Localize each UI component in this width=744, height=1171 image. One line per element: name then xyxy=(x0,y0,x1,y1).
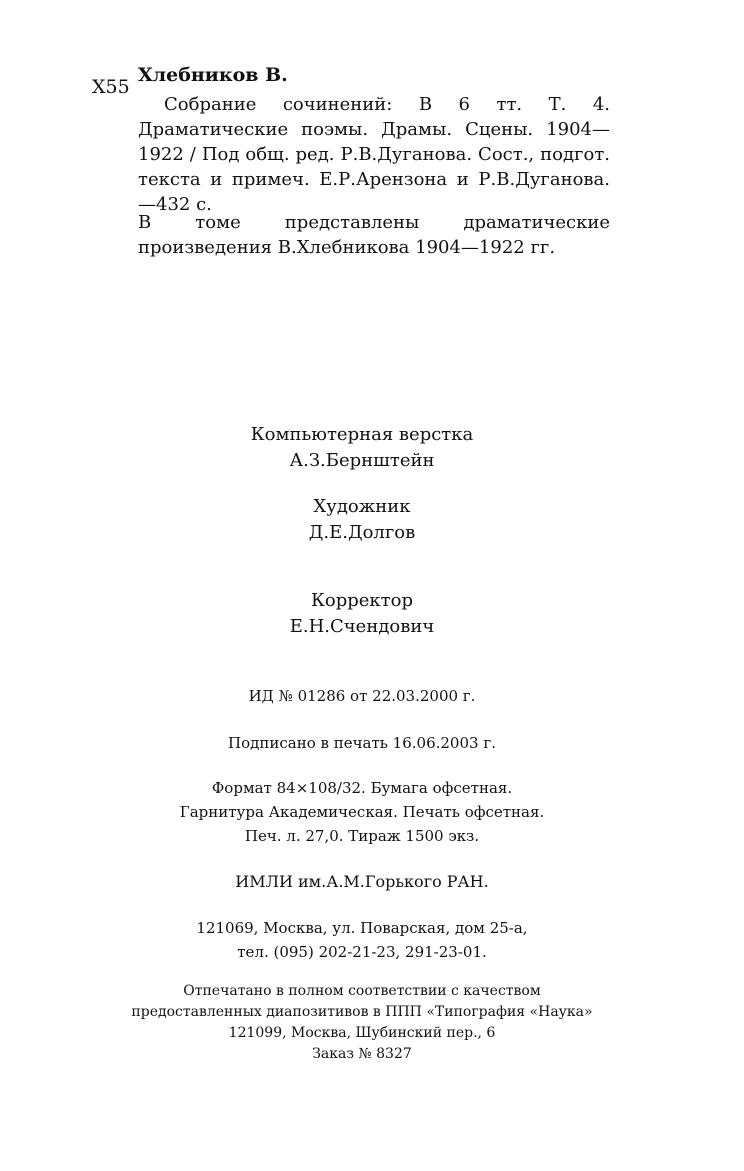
printer-line: 121099, Москва, Шубинский пер., 6 xyxy=(228,1025,496,1041)
credit-role: Художник xyxy=(313,496,411,517)
address-line: 121069, Москва, ул. Поварская, дом 25-а, xyxy=(196,919,528,937)
annotation-text: В томе представлены драматические произведения В.Хлебникова 1904—1922 гг. xyxy=(138,212,610,258)
address-line: тел. (095) 202-21-23, 291-23-01. xyxy=(237,943,487,961)
credit-proofreader xyxy=(0,588,724,640)
format-block xyxy=(0,776,724,848)
bibliographic-description: Собрание сочинений: В 6 тт. Т. 4. Драматические поэмы. Драмы. Сцены. 1904—1922 / Под общ. ред. Р.В.Дуганова. Сост., подгот. текста и примеч. Е.Р.Арензона и Р.В.Дуганова. —432 с. xyxy=(138,94,610,215)
printer-line: Заказ № 8327 xyxy=(312,1046,412,1062)
credit-name: Е.Н.Счендович xyxy=(289,616,435,637)
address-block xyxy=(0,916,724,964)
credit-name: А.З.Бернштейн xyxy=(289,450,435,471)
credit-role: Корректор xyxy=(310,590,414,611)
author-heading: Хлебников В. xyxy=(138,64,288,86)
credit-layout xyxy=(0,422,724,474)
printer-block xyxy=(0,981,724,1065)
format-line: Гарнитура Академическая. Печать офсетная. xyxy=(179,803,545,821)
license-line: ИД № 01286 от 22.03.2000 г. xyxy=(248,687,476,705)
credit-role: Компьютерная верстка xyxy=(250,424,474,445)
signed-to-print-line: Подписано в печать 16.06.2003 г. xyxy=(228,734,496,752)
printer-line: Отпечатано в полном соответствии с качеством xyxy=(183,983,541,999)
format-line: Формат 84×108/32. Бумага офсетная. xyxy=(211,779,513,797)
publisher-line: ИМЛИ им.А.М.Горького РАН. xyxy=(235,872,489,891)
printer-line: предоставленных диапозитивов в ППП «Типография «Наука» xyxy=(131,1004,593,1020)
credit-name: Д.Е.Долгов xyxy=(308,522,416,543)
format-line: Печ. л. 27,0. Тираж 1500 экз. xyxy=(244,827,480,845)
credit-artist xyxy=(0,494,724,546)
library-classification-code: Х55 xyxy=(92,76,130,98)
